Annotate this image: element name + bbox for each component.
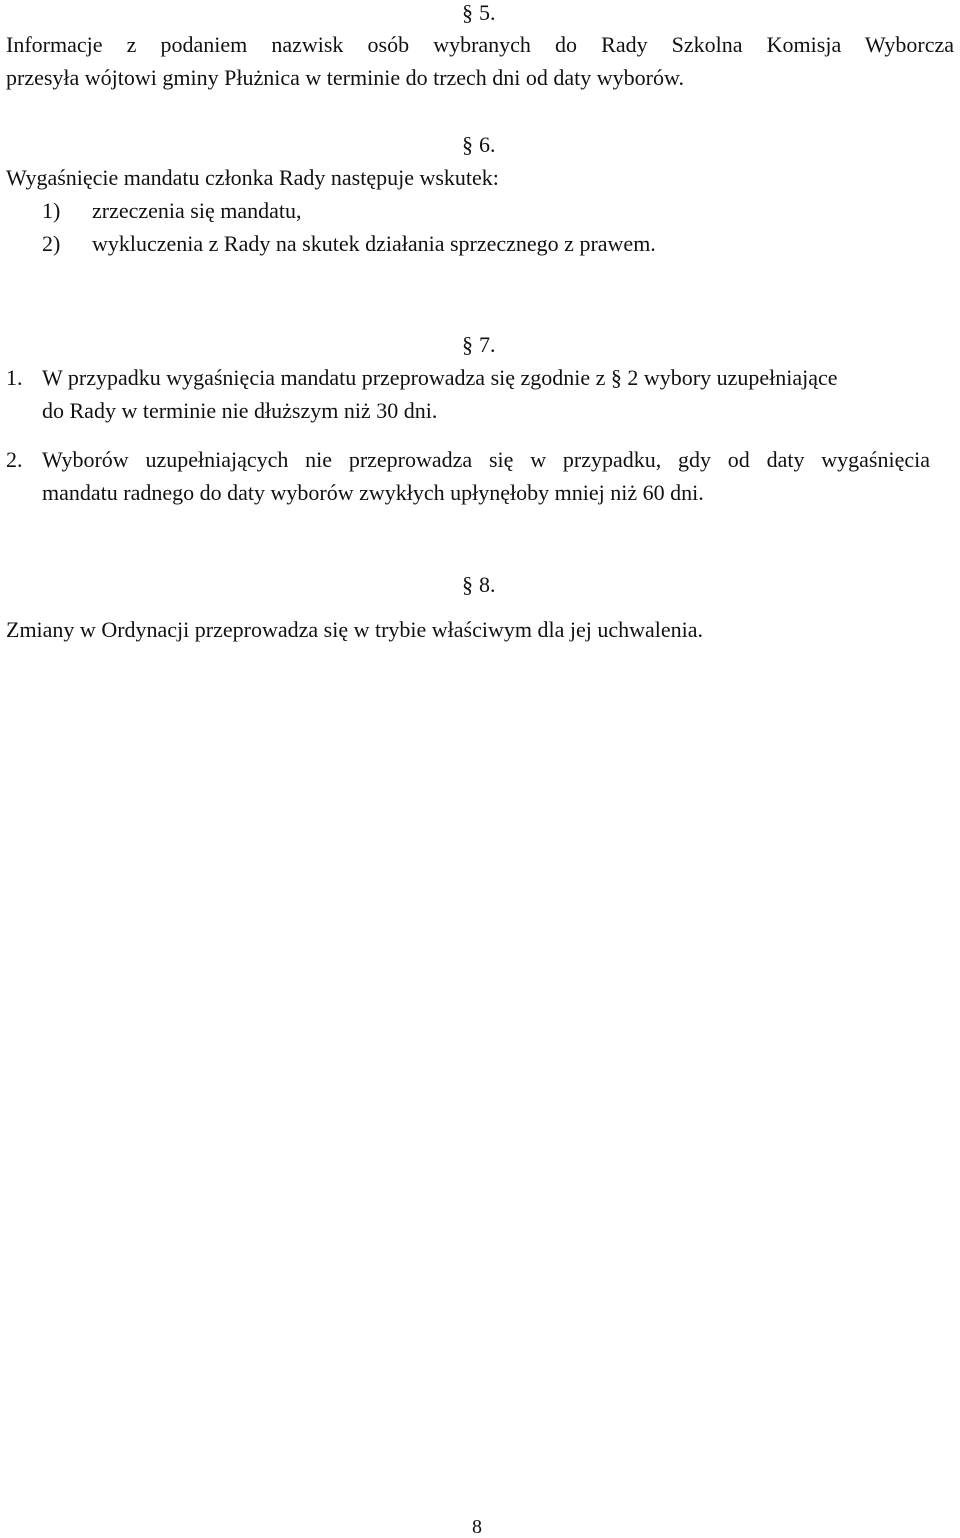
point-text: W przypadku wygaśnięcia mandatu przeprowadza się zgodnie z [42,365,606,390]
section-6-intro: Wygaśnięcie mandatu członka Rady następuje wskutek: [6,165,499,190]
section-7-heading [462,334,496,356]
section-reference-symbol: § [610,365,622,390]
point-text: 2 wybory uzupełniające [627,365,838,390]
section-number: 5. [479,0,496,25]
section-5-text-line2: przesyła wójtowi gminy Płużnica w terminie do trzech dni od daty wyborów. [6,65,684,90]
section-number: 6. [479,132,496,157]
section-5-text-line1: Informacje z podaniem nazwisk osób wybranych do Rady Szkolna Komisja Wyborcza [6,32,954,57]
section-symbol: § [462,572,473,597]
list-item-text: wykluczenia z Rady na skutek działania sprzecznego z prawem. [92,231,656,256]
section-7-point-2-line1: Wyborów uzupełniających nie przeprowadza się w przypadku, gdy od daty wygaśnięcia [42,447,930,472]
section-8-text: Zmiany w Ordynacji przeprowadza się w trybie właściwym dla jej uchwalenia. [6,617,704,642]
section-7-point-1-line1 [42,367,838,389]
section-number: 8. [479,572,496,597]
section-symbol: § [462,0,473,25]
section-number: 7. [479,332,496,357]
section-6-heading [462,134,496,156]
section-symbol: § [462,132,473,157]
list-item-text: zrzeczenia się mandatu, [92,198,302,223]
list-item-number: 2) [42,231,61,256]
section-symbol: § [462,332,473,357]
section-8-heading [462,574,496,596]
section-5-heading [462,2,496,24]
section-7-point-2-line2: mandatu radnego do daty wyborów zwykłych upłynęłoby mniej niż 60 dni. [42,480,704,505]
point-number: 2. [6,447,23,472]
section-7-point-1-line2: do Rady w terminie nie dłuższym niż 30 dni. [42,398,438,423]
page-number: 8 [472,1516,482,1538]
point-number: 1. [6,365,23,390]
list-item-number: 1) [42,198,61,223]
